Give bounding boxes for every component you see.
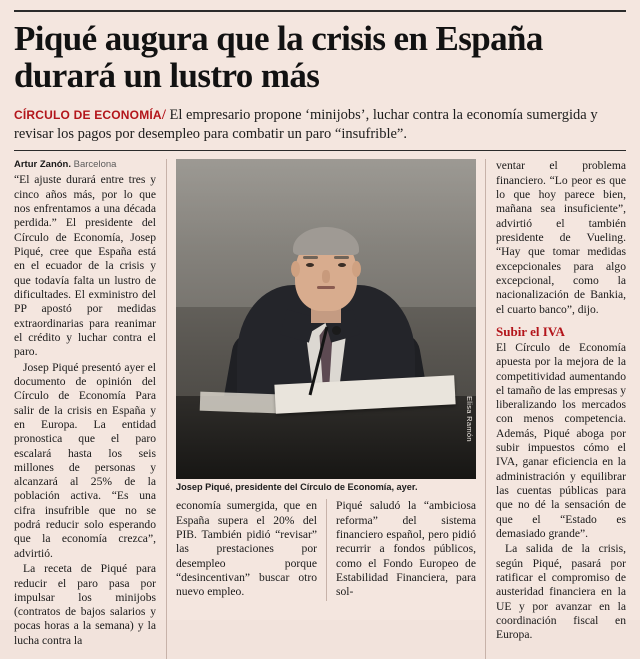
figure-brow-left xyxy=(303,256,318,259)
article-columns xyxy=(14,159,626,659)
figure-mouth xyxy=(317,286,335,289)
column-3 xyxy=(486,159,626,659)
subheadline xyxy=(14,106,626,144)
figure-eye-right xyxy=(338,263,346,267)
byline-author: Artur Zanón. xyxy=(14,159,71,171)
column-divider xyxy=(166,159,167,659)
page-title: Piqué augura que la crisis en España durará un lustro más xyxy=(14,19,543,96)
figure-eye-left xyxy=(306,263,314,267)
paragraph: Piqué saludó la “ambiciosa reforma” del sistema financiero español, pero pidió recurrir a fondos públicos, como el Fondo Europeo de Estabilidad Financiera, para sol- xyxy=(336,499,476,599)
paragraph: La receta de Piqué para reducir el paro pasa por impulsar los minijobs (contratos de bajos salarios y pocas horas a la semana) y la lucha contra la xyxy=(14,562,156,647)
article-photo xyxy=(176,159,476,492)
byline-place: Barcelona xyxy=(73,159,117,171)
photo-image xyxy=(176,159,476,479)
paragraph: El Círculo de Economía apuesta por la mejora de la competitividad aumentando el tamaño de las empresas y liberalizando los mercados con menos competencia. Además, Piqué aboga por subir impuestos cómo el IVA, ganar eficiencia en la administración y equilibrar las cuentas públicas para que no dé la sensación de que el “Estado es demasiado grande”. xyxy=(496,340,626,540)
column-2 xyxy=(166,159,486,659)
section-kicker: CÍRCULO DE ECONOMÍA xyxy=(14,108,162,123)
figure-ear-left xyxy=(291,261,300,277)
figure-brow-right xyxy=(334,256,349,259)
subhead-rule xyxy=(14,150,626,151)
photo-credit: Elisa Ramón xyxy=(465,395,474,442)
top-rule xyxy=(14,10,626,12)
subcolumn-left xyxy=(176,499,326,600)
figure-ear-right xyxy=(352,261,361,277)
section-subtitle: Subir el IVA xyxy=(496,323,565,339)
byline xyxy=(14,159,156,170)
photo-caption: Josep Piqué, presidente del Círculo de Economía, ayer. xyxy=(176,482,418,493)
column-1 xyxy=(14,159,166,659)
paragraph: La salida de la crisis, según Piqué, pasará por ratificar el compromiso de austeridad financiera en la UE y por avanzar en la coordinación fiscal en Europa. xyxy=(496,542,626,642)
photo-subcolumns xyxy=(176,499,476,600)
figure-nose xyxy=(322,270,330,283)
paragraph: economía sumergida, que en España supera el 20% del PIB. También pidió “revisar” las prestaciones por desempleo porque “desincentivan” buscar otro nuevo empleo. xyxy=(176,499,317,599)
paragraph: Josep Piqué presentó ayer el documento de opinión del Círculo de Economía Para salir de la crisis en España y en Europa. La entidad pronostica que el paro escalará hasta los seis millones de personas y alcanzará al 25% de la población activa. “Es una cifra insufrible que no se podrá reducir solo esperando que la economía crezca”, advirtió. xyxy=(14,360,156,560)
paragraph: ventar el problema financiero. “Lo peor es que lo que hoy parece bien, mañana sea insuficiente”, advirtió el también presidente de Vueling. “Hay que tomar medidas excepcionales para algo excepcional, como la nacionalización de Bankia, el cuarto banco”, dijo. xyxy=(496,159,626,316)
kicker-slash: / xyxy=(161,107,166,124)
figure-hair xyxy=(293,227,359,255)
subcolumn-right xyxy=(326,499,476,600)
paragraph: “El ajuste durará entre tres y cinco años más, por lo que nos enfrentamos a una década perdida.” El presidente del Círculo de Economía, Josep Piqué, cree que España está en el ecuador de la crisis y que todavía falta un lustro de dificultades. El exministro del PP apostó por medidas extraordinarias para reanimar el crédito y luchar contra el paro. xyxy=(14,173,156,359)
subheadline-text: El empresario propone ‘minijobs’, luchar contra la economía sumergida y revisar los pagos por desempleo para combatir un paro “insufrible”. xyxy=(14,107,598,143)
photo-document-secondary xyxy=(200,392,279,414)
